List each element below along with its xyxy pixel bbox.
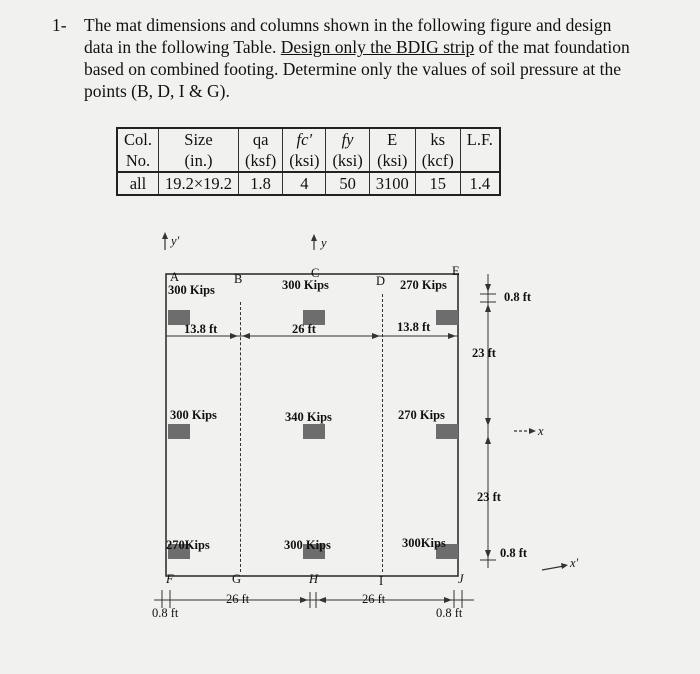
table-subheader: (kcf)	[415, 150, 460, 172]
table-subheader	[460, 150, 500, 172]
x-prime-axis	[542, 566, 564, 570]
table-header: qa	[239, 128, 283, 150]
dim-label-0-8-right: 0.8 ft	[436, 606, 463, 620]
dim-arrow	[485, 436, 491, 444]
point-label-c: C	[311, 266, 320, 280]
dim-label-26-top: 26 ft	[292, 322, 316, 336]
table-header: ks	[415, 128, 460, 150]
point-label-b: B	[234, 272, 243, 286]
table-subheader: (ksi)	[326, 150, 369, 172]
underlined-text: Design only the BDIG strip	[280, 37, 475, 57]
column-top-right	[436, 310, 458, 325]
dim-arrow	[444, 597, 452, 603]
table-header-text: fc′	[296, 130, 313, 149]
question-line-3: based on combined footing. Determine only the values of soil pressure at the	[84, 59, 622, 79]
load-bot-mid: 300 Kips	[284, 538, 331, 552]
table-cell: 19.2×19.2	[158, 172, 238, 195]
table-header: L.F.	[460, 128, 500, 150]
question-number: 1-	[52, 15, 67, 35]
table-header: Size	[158, 128, 238, 150]
point-label-f: F	[166, 572, 174, 586]
dim-arrow	[485, 418, 491, 426]
dim-label-13-8-right: 13.8 ft	[397, 320, 431, 334]
table-subheader: (in.)	[158, 150, 238, 172]
question-line-4: points (B, D, I & G).	[84, 81, 230, 101]
table-header-text: fy	[341, 130, 354, 149]
dim-label-23-upper: 23 ft	[472, 346, 496, 360]
table-header-row-2	[117, 150, 500, 172]
strip-line-d-i	[382, 294, 383, 572]
table-cell: 50	[326, 172, 369, 195]
table-cell: 4	[283, 172, 326, 195]
table-subheader: (ksi)	[369, 150, 415, 172]
load-top-left: 300 Kips	[168, 283, 215, 297]
x-prime-arrow	[561, 563, 568, 569]
column-mid-mid	[303, 424, 325, 439]
load-top-mid: 300 Kips	[282, 278, 329, 292]
table-header	[283, 128, 326, 150]
question-line-1: The mat dimensions and columns shown in the following figure and design	[84, 15, 612, 35]
load-top-right: 270 Kips	[400, 278, 447, 292]
y-prime-label: y′	[171, 234, 180, 248]
load-bot-right: 300Kips	[402, 536, 446, 550]
table-cell: 3100	[369, 172, 415, 195]
table-header	[326, 128, 369, 150]
load-bot-left: 270Kips	[166, 538, 210, 552]
dim-label-0-8-bot: 0.8 ft	[500, 546, 528, 560]
dim-label-13-8-left: 13.8 ft	[184, 322, 218, 336]
dim-label-26-bot-left: 26 ft	[226, 592, 250, 606]
point-label-g: G	[232, 572, 242, 586]
table-header: Col.	[117, 128, 158, 150]
dim-arrow	[318, 597, 326, 603]
table-subheader: (ksf)	[239, 150, 283, 172]
mat-figure	[140, 228, 600, 648]
dim-arrow	[485, 284, 491, 292]
point-label-a: A	[170, 270, 180, 284]
table-header: E	[369, 128, 415, 150]
question-text	[52, 14, 682, 102]
point-label-d: D	[376, 274, 386, 288]
line2-head: data in the following Table.	[84, 37, 281, 57]
y-prime-arrow	[162, 232, 168, 239]
table-cell: all	[117, 172, 158, 195]
point-label-h: H	[309, 572, 319, 586]
dim-arrow	[485, 304, 491, 312]
dim-label-0-8-top: 0.8 ft	[504, 290, 532, 304]
point-label-j: J	[458, 572, 464, 586]
table-subheader: No.	[117, 150, 158, 172]
column-mid-right	[436, 424, 458, 439]
table-header-row-1	[117, 128, 500, 150]
dim-arrow	[300, 597, 308, 603]
table-cell: 15	[415, 172, 460, 195]
dim-arrow	[485, 550, 491, 558]
x-label: x	[538, 424, 544, 438]
y-label: y	[321, 236, 327, 250]
line2-tail: of the mat foundation	[474, 37, 630, 57]
dim-label-0-8-left: 0.8 ft	[152, 606, 179, 620]
dim-label-26-bot-right: 26 ft	[362, 592, 386, 606]
properties-table	[116, 127, 501, 196]
table-cell: 1.4	[460, 172, 500, 195]
point-label-e: E	[452, 264, 460, 278]
y-arrow	[311, 234, 317, 241]
load-mid-right: 270 Kips	[398, 408, 445, 422]
dim-label-23-lower: 23 ft	[477, 490, 501, 504]
point-label-i: I	[379, 574, 384, 588]
table-cell: 1.8	[239, 172, 283, 195]
load-mid-mid: 340 Kips	[285, 410, 332, 424]
dim-arrow	[242, 333, 250, 339]
x-arrow	[529, 428, 536, 434]
load-mid-left: 300 Kips	[170, 408, 217, 422]
table-subheader: (ksi)	[283, 150, 326, 172]
dim-arrow	[230, 333, 238, 339]
question-line-2	[84, 36, 682, 58]
strip-line-b-g	[240, 302, 241, 572]
dim-arrow	[372, 333, 380, 339]
column-mid-left	[168, 424, 190, 439]
table-row	[117, 172, 500, 195]
dim-arrow	[448, 333, 456, 339]
x-prime-label: x′	[570, 556, 579, 570]
